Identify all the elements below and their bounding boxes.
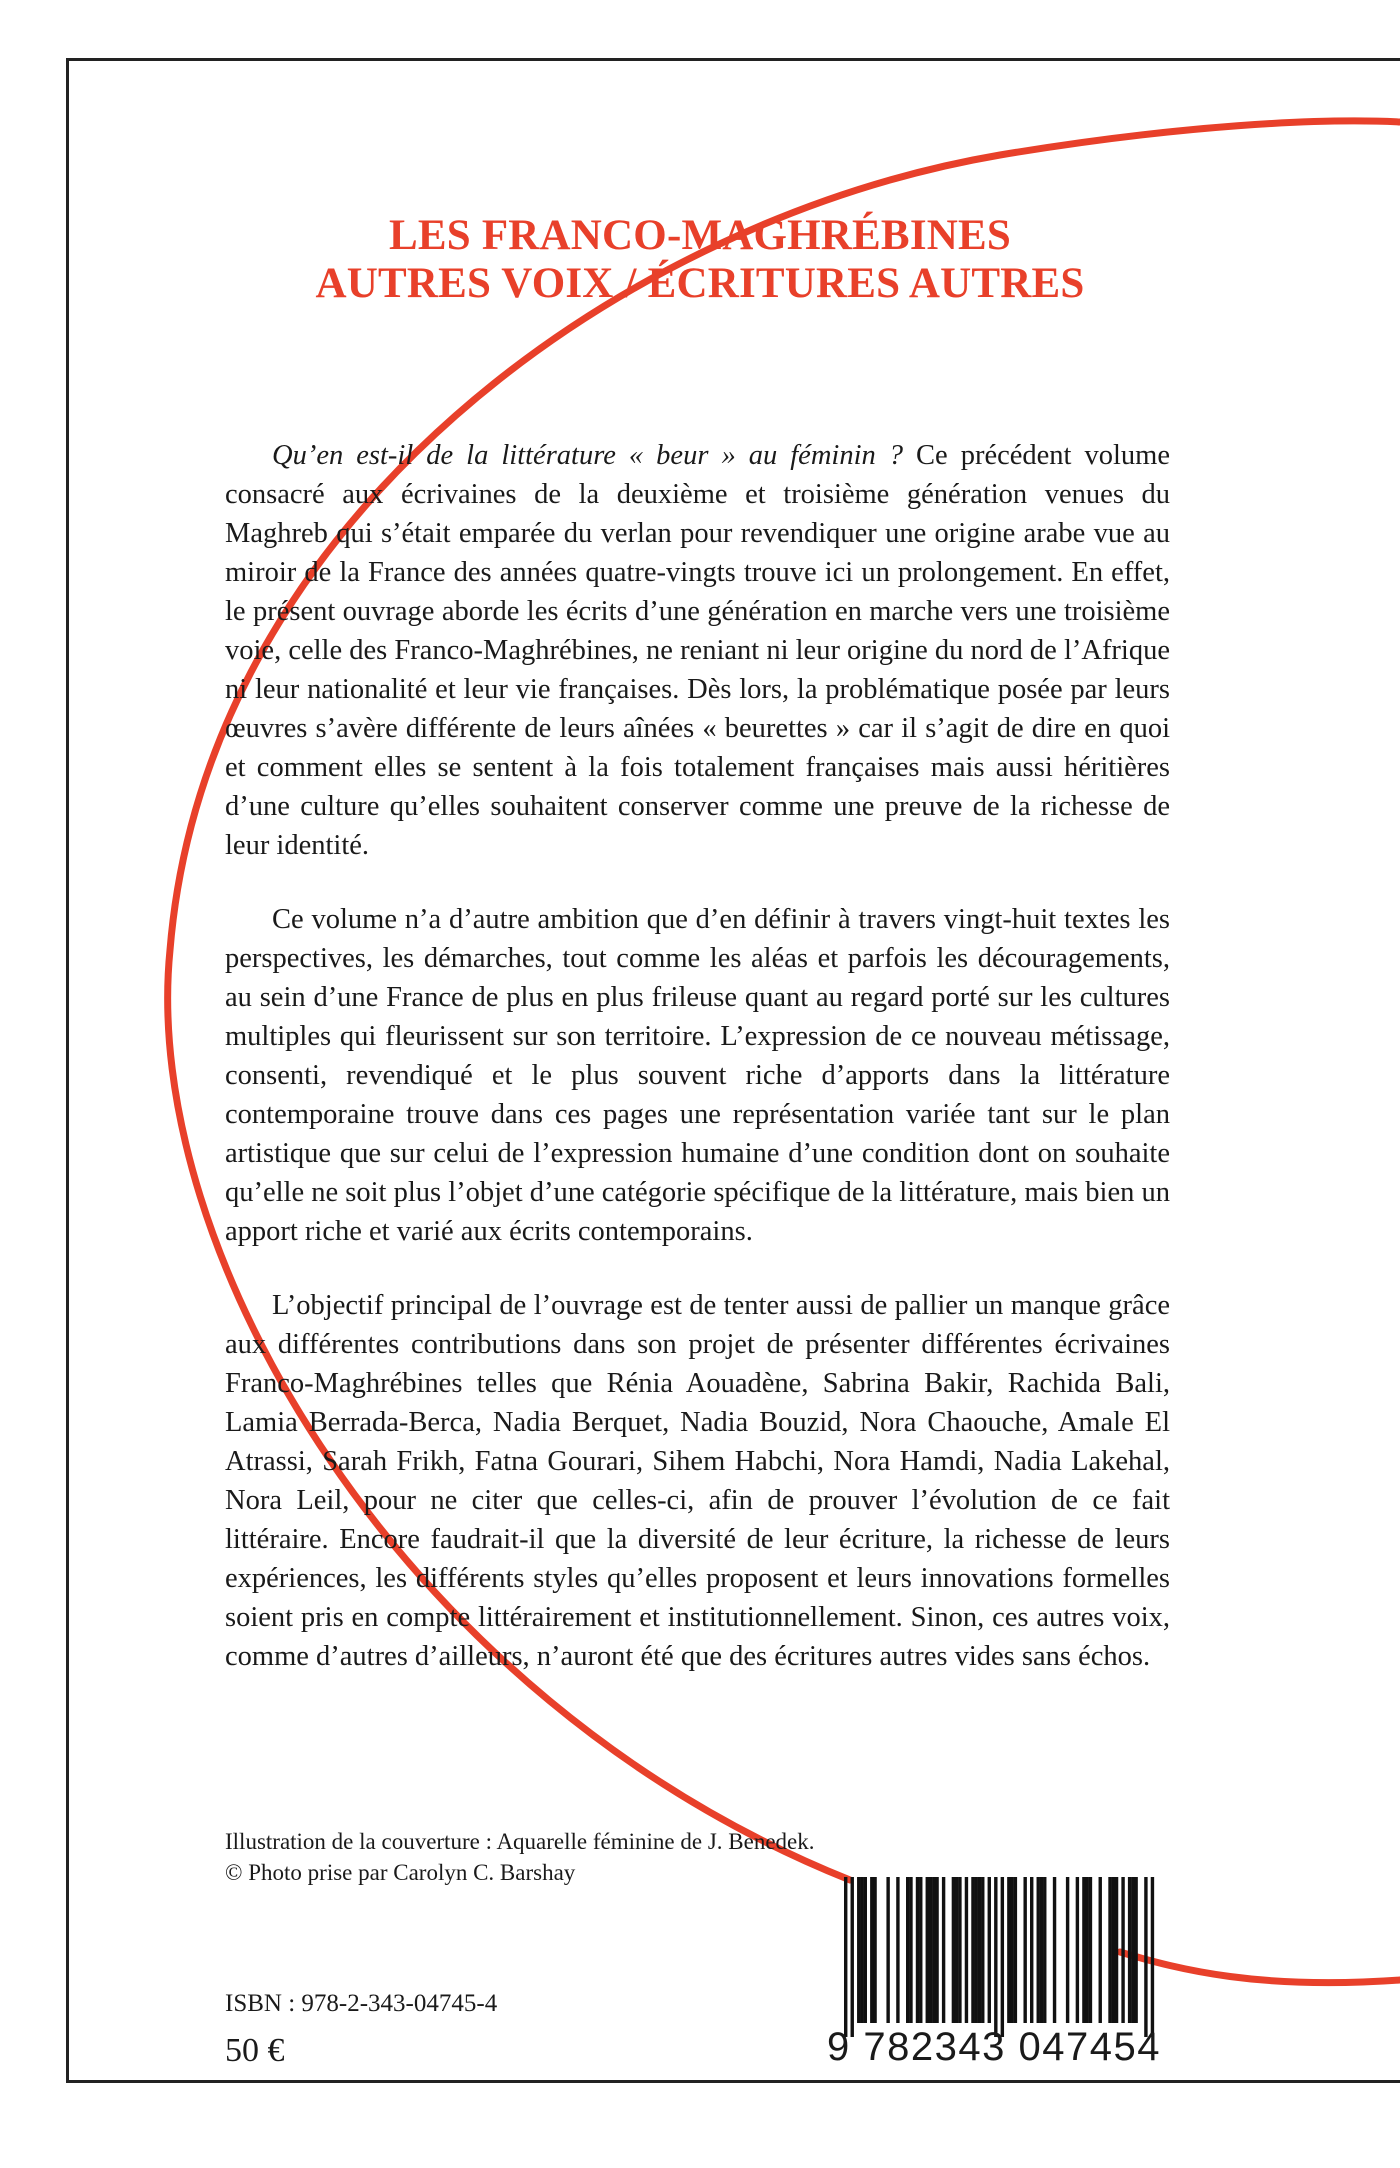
paragraph-1	[225, 436, 1170, 865]
barcode-bar	[896, 1877, 899, 2023]
barcode-bar	[1030, 1877, 1033, 2023]
barcode-bar	[1089, 1877, 1092, 2023]
barcode-bar	[975, 1877, 978, 2023]
barcode-bar	[1134, 1877, 1137, 2023]
barcode-bar	[926, 1877, 929, 2023]
barcode-bar	[955, 1877, 958, 2023]
barcode-bar	[935, 1877, 938, 2023]
barcode-bar	[857, 1877, 860, 2023]
title-line-2: AUTRES VOIX / ÉCRITURES AUTRES	[315, 260, 1085, 307]
barcode-bar	[1144, 1877, 1147, 2037]
barcode-bar	[909, 1877, 912, 2023]
paragraph-3: L’objectif principal de l’ouvrage est de tenter aussi de pallier un manque grâce aux différentes contributions dans son projet de présenter différentes écrivaines Franco-Maghrébines telles que Rénia Aouadène, Sabrina Bakir, Rachida Bali, Lamia Berrada-Berca, Nadia Berquet, Nadia Bouzid, Nora Chaouche, Amale El Atrassi, Sarah Frikh, Fatna Gourari, Sihem Habchi, Nora Hamdi, Nadia Lakehal, Nora Leil, pour ne citer que celles-ci, afin de prouver l’évolution de ce fait littéraire. Encore faudrait-il que la diversité de leur écriture, la richesse de leurs expériences, les différents styles qu’elles proposent et leurs innovations formelles soient pris en compte littérairement et institutionnellement. Sinon, ces autres voix, comme d’autres d’ailleurs, n’auront été que des écritures autres vides sans échos.	[225, 1290, 1170, 1672]
barcode-bar	[1076, 1877, 1079, 2023]
barcode-bar	[1108, 1877, 1111, 2023]
barcode-bar	[864, 1877, 867, 2023]
barcode-bar	[919, 1877, 922, 2023]
title-line-1: LES FRANCO-MAGHRÉBINES	[389, 212, 1011, 259]
barcode-bar	[958, 1877, 961, 2023]
barcode-bar	[1014, 1877, 1017, 2023]
barcode-bar	[916, 1877, 919, 2023]
barcode-bar	[932, 1877, 935, 2023]
barcode-bar	[1040, 1877, 1043, 2023]
paragraph-2: Ce volume n’a d’autre ambition que d’en définir à travers vingt-huit textes les perspectives, les démarches, tout comme les aléas et parfois les découragements, au sein d’une France de plus en plus frileuse quant au regard porté sur les cultures multiples qui fleurissent sur son territoire. L’expression de ce nouveau métissage, consenti, revendiqué et le plus souvent riche d’apports dans la littérature contemporaine trouve dans ces pages une représentation variée tant sur le plan artistique que sur celui de l’expression humaine d’une condition dont on souhaite qu’elle ne soit plus l’objet d’une catégorie spécifique de la littérature, mais bien un apport riche et varié aux écrits contemporains.	[225, 904, 1170, 1247]
book-title	[200, 212, 1200, 308]
barcode-bar	[994, 1877, 997, 2037]
barcode-bar	[906, 1877, 909, 2023]
barcode-bar	[1053, 1877, 1056, 2023]
barcode-bar	[1010, 1877, 1013, 2023]
barcode-bar	[1023, 1877, 1026, 2023]
barcode-bar	[1099, 1877, 1102, 2023]
barcode-bar	[1082, 1877, 1085, 2023]
barcode-bar	[942, 1877, 945, 2023]
barcode-bar	[860, 1877, 863, 2023]
barcode-bar	[1131, 1877, 1134, 2023]
barcode-bar	[1115, 1877, 1118, 2023]
barcode-bar	[1151, 1877, 1154, 2037]
barcode-bar	[873, 1877, 876, 2023]
barcode-bar	[978, 1877, 981, 2023]
barcode-bar	[981, 1877, 984, 2023]
barcode-number: 9 782343 047454	[827, 2025, 1161, 2069]
barcode-bar	[1121, 1877, 1124, 2023]
paragraph-1-opening-question: Qu’en est-il de la littérature « beur » au féminin ?	[272, 440, 904, 471]
barcode-bar	[929, 1877, 932, 2023]
barcode-bar	[886, 1877, 889, 2023]
barcode-bar	[965, 1877, 968, 2023]
barcode-bar	[844, 1877, 847, 2037]
back-cover-text	[225, 436, 1170, 1711]
barcode-bar	[1007, 1877, 1010, 2023]
barcode-bar	[1001, 1877, 1004, 2037]
cover-credits	[225, 1826, 815, 1888]
price: 50 €	[225, 2032, 285, 2069]
barcode-bar	[1066, 1877, 1069, 2023]
barcode-bar	[1112, 1877, 1115, 2023]
barcode-bar	[870, 1877, 873, 2023]
paragraph-1-text: Ce précédent volume consacré aux écrivaines de la deuxième et troisième génération venues du Maghreb qui s’était emparée du verlan pour revendiquer une origine arabe vue au miroir de la France des années quatre-vingts trouve ici un prolongement. En effet, le présent ouvrage aborde les écrits d’une génération en marche vers une troisième voie, celle des Franco-Maghrébines, ne reniant ni leur origine du nord de l’Afrique ni leur nationalité et leur vie françaises. Dès lors, la problématique posée par leurs œuvres s’avère différente de leurs aînées « beurettes » car il s’agit de dire en quoi et comment elles se sentent à la fois totalement françaises mais aussi héritières d’une culture qu’elles souhaitent conserver comme une preuve de la richesse de leur identité.	[225, 440, 1170, 861]
barcode-bar	[1085, 1877, 1088, 2023]
barcode-bar	[1043, 1877, 1046, 2023]
barcode-bar	[1037, 1877, 1040, 2023]
illustration-credit: Illustration de la couverture : Aquarelle féminine de J. Benedek.	[225, 1829, 815, 1854]
barcode-bar	[1128, 1877, 1131, 2023]
barcode-bar	[988, 1877, 991, 2023]
photo-credit: © Photo prise par Carolyn C. Barshay	[225, 1860, 576, 1885]
isbn: ISBN : 978-2-343-04745-4	[225, 1990, 498, 2017]
barcode-bar	[851, 1877, 854, 2037]
barcode-bar	[952, 1877, 955, 2023]
barcode-bar	[971, 1877, 974, 2023]
